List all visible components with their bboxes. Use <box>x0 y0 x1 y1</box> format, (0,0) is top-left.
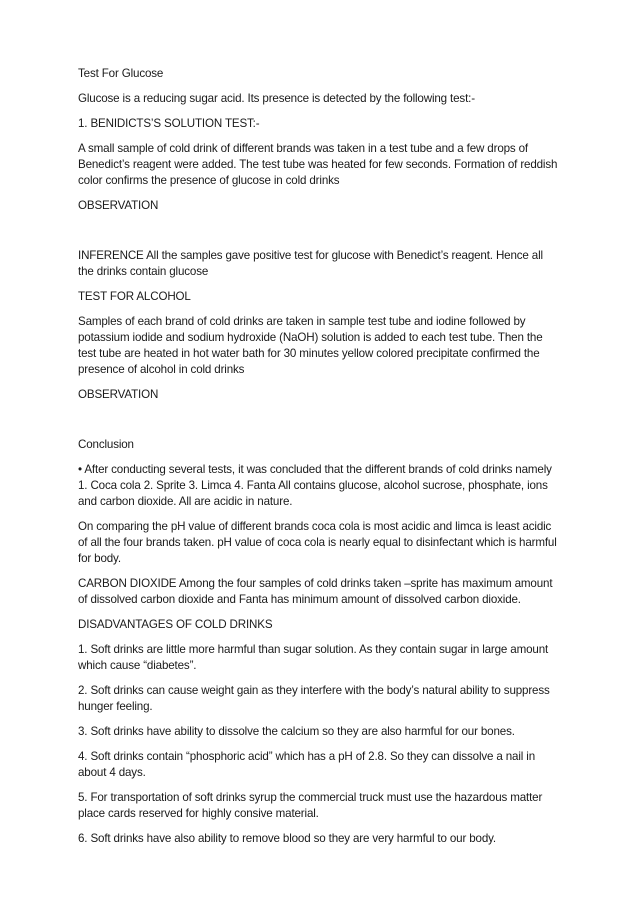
disadvantage-item: 1. Soft drinks are little more harmful than sugar solution. As they contain sugar in large amount which cause “diabetes”. <box>78 643 549 672</box>
heading-glucose: Test For Glucose <box>78 67 164 80</box>
glucose-intro: Glucose is a reducing sugar acid. Its presence is detected by the following test:- <box>78 92 475 105</box>
inference-paragraph: INFERENCE All the samples gave positive test for glucose with Benedict’s reagent. Hence all the drinks contain glucose <box>78 249 543 278</box>
disadvantage-item: 4. Soft drinks contain “phosphoric acid” which has a pH of 2.8. So they can dissolve a nail in about 4 days. <box>78 750 535 779</box>
carbon-dioxide-paragraph: CARBON DIOXIDE Among the four samples of cold drinks taken –sprite has maximum amount of dissolved carbon dioxide and Fanta has minimum amount of dissolved carbon dioxide. <box>78 577 553 606</box>
heading-alcohol: TEST FOR ALCOHOL <box>78 290 191 303</box>
disadvantages-heading: DISADVANTAGES OF COLD DRINKS <box>78 618 273 631</box>
disadvantage-item: 2. Soft drinks can cause weight gain as they interfere with the body’s natural ability to suppress hunger feeling. <box>78 684 550 713</box>
observation-heading: OBSERVATION <box>78 199 159 212</box>
conclusion-heading: Conclusion <box>78 438 134 451</box>
benedicts-body: A small sample of cold drink of different brands was taken in a test tube and a few drops of Benedict’s reagent were added. The test tube was heated for few seconds. Formation of reddish color confirms the presence of glucose in cold drinks <box>78 142 558 187</box>
disadvantage-item: 5. For transportation of soft drinks syrup the commercial truck must use the hazardous matter place cards reserved for highly consive material. <box>78 791 543 820</box>
disadvantage-item: 3. Soft drinks have ability to dissolve the calcium so they are also harmful for our bones. <box>78 725 515 738</box>
disadvantage-item: 6. Soft drinks have also ability to remove blood so they are very harmful to our body. <box>78 832 497 845</box>
ph-comparison: On comparing the pH value of different brands coca cola is most acidic and limca is least acidic of all the four brands taken. pH value of coca cola is nearly equal to disinfectant which is harmful for body. <box>78 520 557 565</box>
alcohol-body: Samples of each brand of cold drinks are taken in sample test tube and iodine followed by potassium iodide and sodium hydroxide (NaOH) solution is added to each test tube. Then the test tube are heated in hot water bath for 30 minutes yellow colored precipitate confirmed the presence of alcohol in cold drinks <box>78 315 543 376</box>
observation-heading: OBSERVATION <box>78 388 159 401</box>
conclusion-bullet: • After conducting several tests, it was concluded that the different brands of cold drinks namely 1. Coca cola 2. Sprite 3. Limca 4. Fanta All contains glucose, alcohol sucrose, phosphate, ions and carbon dioxide. All are acidic in nature. <box>78 463 552 508</box>
benedicts-heading: 1. BENIDICTS’S SOLUTION TEST:- <box>78 117 260 130</box>
document-page <box>78 66 560 847</box>
